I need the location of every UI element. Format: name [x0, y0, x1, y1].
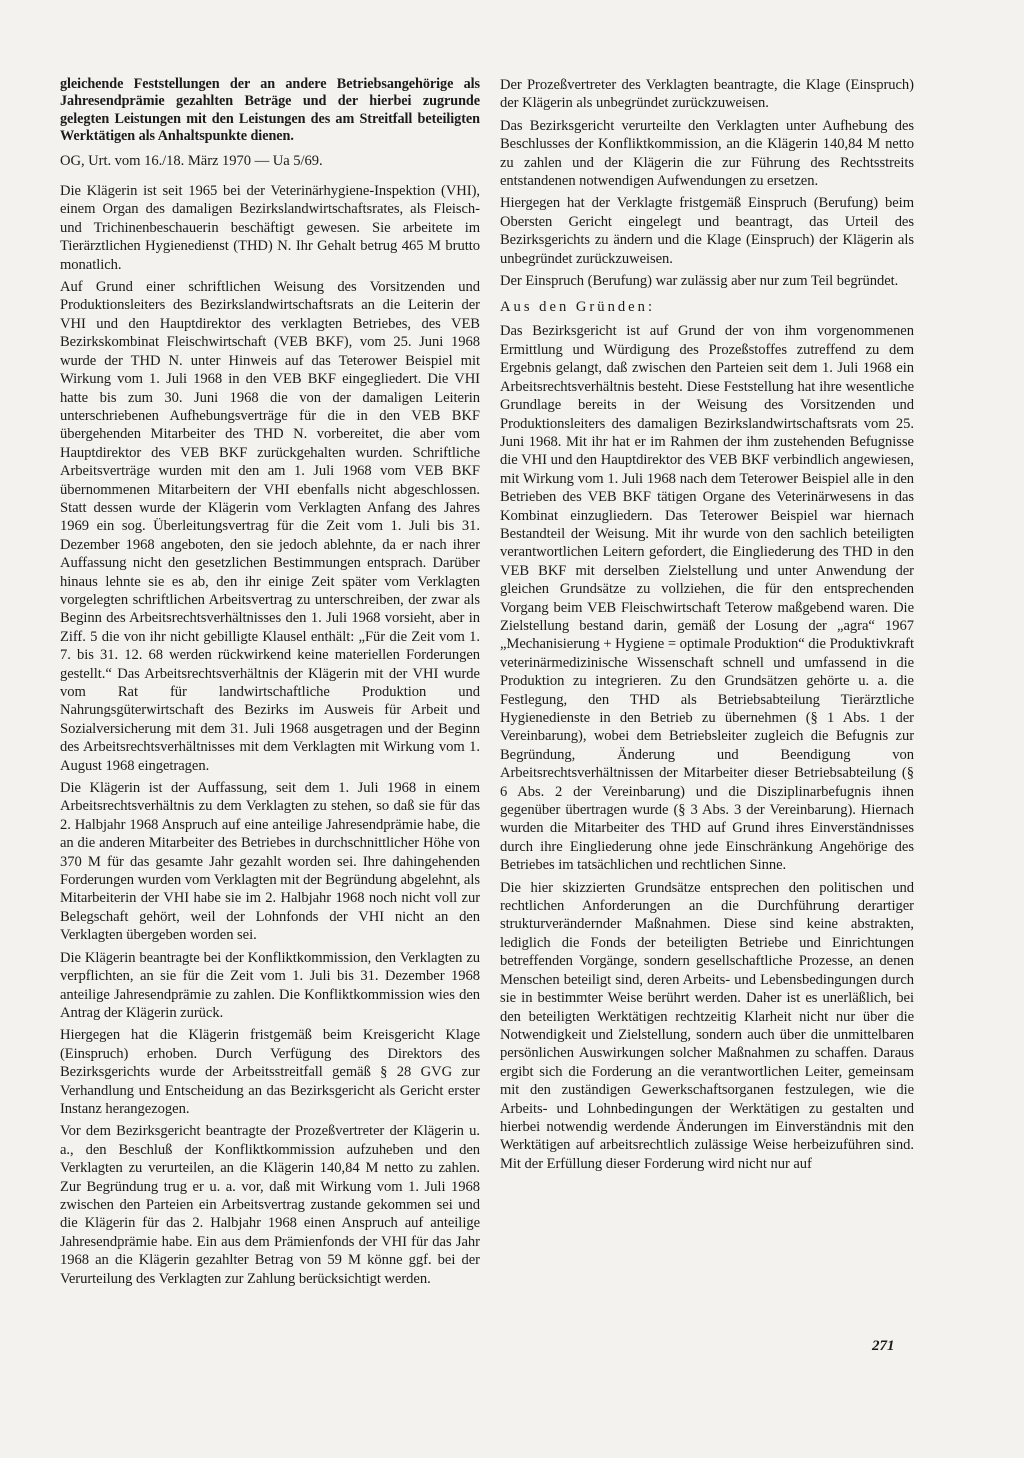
page-number: 271 [872, 1338, 895, 1354]
left-column [60, 76, 480, 1292]
paragraph: Auf Grund einer schriftlichen Weisung des Vorsitzenden und Produktionsleiters des Bezirkslandwirtschaftsrats an die Leiterin der VHI und den Hauptdirektor des verklagten Betriebes, des VEB Bezirkskombinat Fleischwirtschaft (VEB BKF), vom 25. Juni 1968 wurde der THD N. unter Hinweis auf das Teterower Beispiel mit Wirkung vom 1. Juli 1968 in den VEB BKF eingegliedert. Die VHI hatte bis zum 30. Juni 1968 die von der damaligen Leiterin unterschriebenen Aufhebungsverträge für die in den VEB BKF übergehenden Mitarbeiter des THD N. vorbereitet, die aber vom Hauptdirektor des VEB BKF zurückgehalten wurden. Schriftliche Arbeitsverträge wurden mit den am 1. Juli 1968 vom VEB BKF übernommenen Mitarbeitern der VHI ebenfalls nicht abgeschlossen. Statt dessen wurde der Klägerin vom Verklagten Anfang des Jahres 1969 ein sog. Überleitungsvertrag für die Zeit vom 1. Juli bis 31. Dezember 1968 angeboten, den sie jedoch ablehnte, da er nach ihrer Auffassung nicht den gesetzlichen Bestimmungen entsprach. Darüber hinaus lehnte sie es ab, den ihr einige Zeit später vom Verklagten vorgelegten schriftlichen Arbeitsvertrag zu unterschreiben, der zwar als Beginn des Arbeitsrechtsverhältnisses den 1. Juli 1968 vorsieht, aber in Ziff. 5 die von ihr nicht gebilligte Klausel enthält: „Für die Zeit vom 1. 7. bis 31. 12. 68 werden rückwirkend keine materiellen Forderungen gestellt.“ Das Arbeitsrechtsverhältnis der Klägerin mit der VHI wurde vom Rat für landwirtschaftliche Produktion und Nahrungsgüterwirtschaft des Bezirks im Ausweis für Arbeit und Sozialversicherung mit dem 31. Juli 1968 ausgetragen und der Beginn des Arbeitsrechtsverhältnisses mit dem Verklagten mit Wirkung vom 1. August 1968 eingetragen. [60, 279, 480, 774]
paragraph: Der Einspruch (Berufung) war zulässig aber nur zum Teil begründet. [500, 273, 899, 290]
paragraph: Das Bezirksgericht ist auf Grund der von ihm vorgenommenen Ermittlung und Würdigung des Prozeßstoffes zutreffend zu dem Ergebnis gelangt, daß zwischen den Parteien seit dem 1. Juli 1968 ein Arbeitsrechtsverhältnis besteht. Diese Feststellung hat ihre wesentliche Grundlage bereits in der Weisung des Vorsitzenden und Produktionsleiters des damaligen Bezirkslandwirtschaftsrats vom 25. Juni 1968. Mit ihr hat er im Rahmen der ihm zustehenden Befugnisse die VHI und den Hauptdirektor des VEB BKF verbindlich angewiesen, mit Wirkung vom 1. Juli 1968 nach dem Teterower Beispiel alle in den Betrieben des VEB BKF tätigen Organe des Veterinärwesens in das Kombinat einzugliedern. Das Teterower Beispiel war hiernach Bestandteil der Weisung. Mit ihr wurde von den sachlich beteiligten verantwortlichen Leitern gefordert, die Eingliederung des THD in den VEB BKF mit derselben Zielstellung und unter Anwendung der gleichen Grundsätze zu vollziehen, die für den entsprechenden Vorgang beim VEB Fleischwirtschaft Teterow maßgebend waren. Die Zielstellung bestand darin, gemäß der Losung der „agra“ 1967 „Mechanisierung + Hygiene = optimale Produktion“ die Produktivkraft veterinärmedizinische Wissenschaft schnell und umfassend in die Produktion zu integrieren. Zu den Grundsätzen gehörte u. a. die Festlegung, den THD als Betriebsabteilung Tierärztliche Hygienedienste in den Betrieb zu übernehmen (§ 1 Abs. 1 der Vereinbarung), wobei dem Betriebsleiter zugleich die Befugnis zur Begründung, Änderung und Beendigung von Arbeitsrechtsverhältnissen der Mitarbeiter dieser Betriebsabteilung (§ 6 Abs. 2 der Vereinbarung) und die Disziplinarbefugnis ihnen gegenüber übertragen wurde (§ 3 Abs. 3 der Vereinbarung). Hiernach wurden die Mitarbeiter des THD auf Grund ihres Einverständnisses durch ihre Eingliederung ohne jede Einschränkung Angehörige des Betriebes im tatsächlichen und rechtlichen Sinne. [500, 323, 914, 874]
paragraph: Die hier skizzierten Grundsätze entsprechen den politischen und rechtlichen Anforderungen an die Durchführung derartiger strukturverändernder Maßnahmen. Diese sind keine abstrakten, lediglich die Fonds der beteiligten Betriebe und Einrichtungen betreffenden Vorgänge, sondern gesellschaftliche Prozesse, an denen Menschen beteiligt sind, deren Arbeits- und Lebensbedingungen durch sie in bestimmter Weise berührt werden. Daher ist es unerläßlich, bei den beteiligten Werktätigen rechtzeitig Klarheit nicht nur über die Notwendigkeit und Zielstellung, sondern auch über die unmittelbaren persönlichen Auswirkungen solcher Maßnahmen zu schaffen. Daraus ergibt sich die Forderung an die verantwortlichen Leiter, gemeinsam mit den zuständigen Gewerkschaftsorganen festzulegen, wie die Arbeits- und Lohnbedingungen der Werktätigen zu gestalten und hierbei notwendig werdende Änderungen im Einverständnis mit den Werktätigen auf arbeitsrechtlich zulässige Weise herbeizuführen sind. Mit der Erfüllung dieser Forderung wird nicht nur auf [500, 879, 914, 1172]
paragraph: Die Klägerin ist seit 1965 bei der Veterinärhygiene-Inspektion (VHI), einem Organ des damaligen Bezirkslandwirtschaftsrates, als Fleisch- und Trichinenbeschauerin beschäftigt gewesen. Sie arbeitete im Tierärztlichen Hygienedienst (THD) N. Ihr Gehalt betrug 465 M brutto monatlich. [60, 183, 480, 273]
paragraph: Die Klägerin beantragte bei der Konfliktkommission, den Verklagten zu verpflichten, an sie für die Zeit vom 1. Juli bis 31. Dezember 1968 anteilige Jahresendprämie zu zahlen. Die Konfliktkommission wies den Antrag der Klägerin zurück. [60, 949, 480, 1021]
court-citation: OG, Urt. vom 16./18. März 1970 — Ua 5/69. [60, 152, 323, 169]
headnote: gleichende Feststellungen der an andere Betriebsangehörige als Jahresendprämie gezahlten Beträge und der hierbei zugrunde gelegten Leistungen mit den Leistungen des am Streitfall beteiligten Werktätigen als Anhaltspunkte dienen. [60, 76, 480, 145]
section-heading: Aus den Gründen: [500, 299, 656, 316]
paragraph: Vor dem Bezirksgericht beantragte der Prozeßvertreter der Klägerin u. a., den Beschluß der Konfliktkommission aufzuheben und den Verklagten zu verurteilen, an die Klägerin 140,84 M netto zu zahlen. Zur Begründung trug er u. a. vor, daß mit Wirkung vom 1. Juli 1968 zwischen den Parteien ein Arbeitsvertrag zustande gekommen sei und die Klägerin für das 2. Halbjahr 1968 einen Anspruch auf anteilige Jahresendprämie habe. Ein aus dem Prämienfonds der VHI für das Jahr 1968 an die Klägerin gezahlter Betrag von 59 M könne ggf. bei der Verurteilung des Verklagten zur Zahlung berücksichtigt werden. [60, 1123, 480, 1287]
paragraph: Die Klägerin ist der Auffassung, seit dem 1. Juli 1968 in einem Arbeitsrechtsverhältnis zu dem Verklagten zu stehen, so daß sie für das 2. Halbjahr 1968 Anspruch auf eine anteilige Jahresendprämie habe, die an die anderen Mitarbeiter des Betriebes in durchschnittlicher Höhe von 370 M für das gesamte Jahr gezahlt worden sei. Ihre dahingehenden Forderungen wurden vom Verklagten mit der Begründung abgelehnt, als Mitarbeiterin der VHI habe sie im 2. Halbjahr 1968 noch nicht voll zur Belegschaft gehört, weil der Lohnfonds der VHI nicht an den Verklagten übergeben worden sei. [60, 780, 480, 944]
paragraph: Hiergegen hat die Klägerin fristgemäß beim Kreisgericht Klage (Einspruch) erhoben. Durch Verfügung des Direktors des Bezirksgerichts wurde der Arbeitsstreitfall gemäß § 28 GVG zur Verhandlung und Entscheidung an das Bezirksgericht als Gericht erster Instanz herangezogen. [60, 1027, 480, 1117]
paragraph: Hiergegen hat der Verklagte fristgemäß Einspruch (Berufung) beim Obersten Gericht eingelegt und beantragt, das Urteil des Bezirksgerichts zu ändern und die Klage (Einspruch) der Klägerin als unbegründet zurückzuweisen. [500, 195, 914, 267]
paragraph: Der Prozeßvertreter des Verklagten beantragte, die Klage (Einspruch) der Klägerin als unbegründet zurückzuweisen. [500, 77, 914, 112]
paragraph: Das Bezirksgericht verurteilte den Verklagten unter Aufhebung des Beschlusses der Konfliktkommission, an die Klägerin 140,84 M netto zu zahlen und der Klägerin die zur Führung des Rechtsstreits entstandenen notwendigen Aufwendungen zu ersetzen. [500, 117, 914, 190]
right-column [500, 76, 914, 1177]
